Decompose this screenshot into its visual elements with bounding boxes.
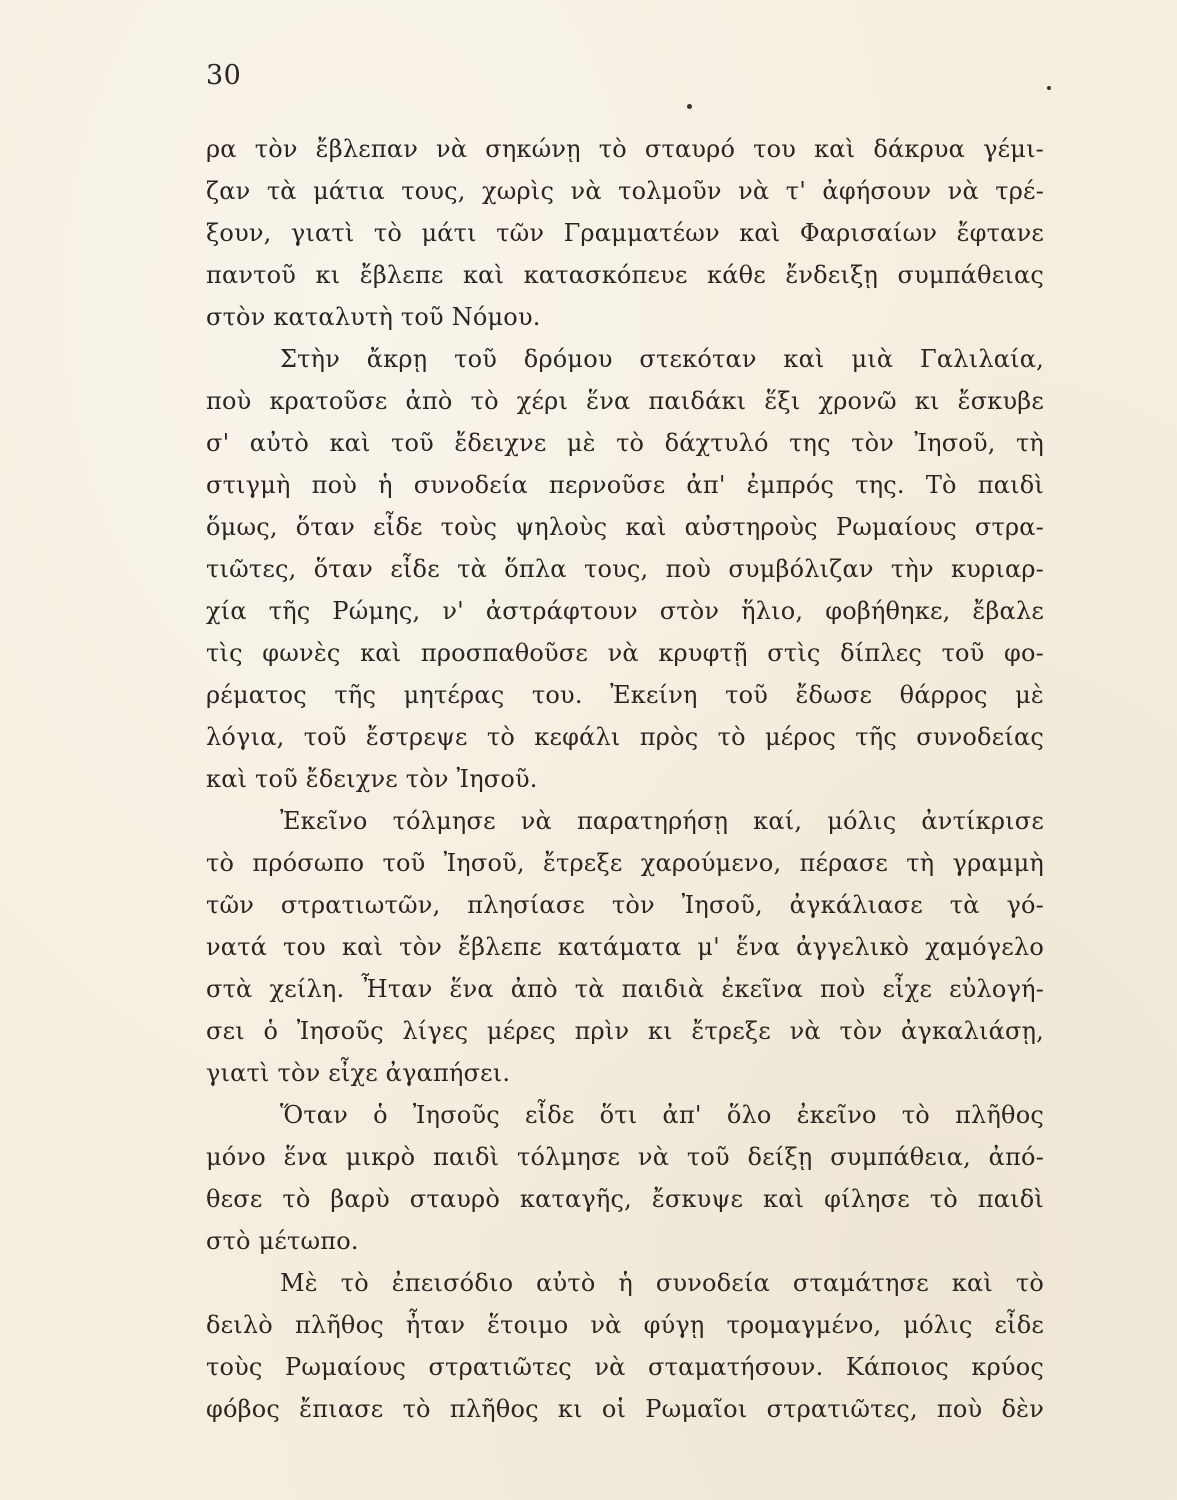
text-line: ὅμως, ὅταν εἶδε τοὺς ψηλοὺς καὶ αὐστηροὺς Ρωμαίους στρα-	[206, 513, 1044, 541]
text-line: Μὲ τὸ ἐπεισόδιο αὐτὸ ἡ συνοδεία σταμάτησε καὶ τὸ	[280, 1269, 1044, 1297]
ink-speck	[687, 104, 692, 109]
text-line: χία τῆς Ρώμης, ν' ἀστράφτουν στὸν ἥλιο, φοβήθηκε, ἔβαλε	[206, 597, 1044, 625]
text-line: τιῶτες, ὅταν εἶδε τὰ ὅπλα τους, ποὺ συμβόλιζαν τὴν κυριαρ-	[206, 555, 1044, 583]
text-line: ποὺ κρατοῦσε ἀπὸ τὸ χέρι ἕνα παιδάκι ἕξι χρονῶ κι ἔσκυβε	[206, 387, 1044, 415]
text-line: θεσε τὸ βαρὺ σταυρὸ καταγῆς, ἔσκυψε καὶ φίλησε τὸ παιδὶ	[206, 1185, 1044, 1213]
text-line: στὸν καταλυτὴ τοῦ Νόμου.	[206, 303, 541, 331]
text-line: τὸ πρόσωπο τοῦ Ἰησοῦ, ἔτρεξε χαρούμενο, πέρασε τὴ γραμμὴ	[206, 849, 1044, 877]
text-line: ρέματος τῆς μητέρας του. Ἐκείνη τοῦ ἔδωσε θάρρος μὲ	[206, 681, 1044, 709]
text-line: μόνο ἕνα μικρὸ παιδὶ τόλμησε νὰ τοῦ δείξῃ συμπάθεια, ἀπό-	[206, 1143, 1044, 1171]
text-line: παντοῦ κι ἔβλεπε καὶ κατασκόπευε κάθε ἔνδειξῃ συμπάθειας	[206, 261, 1044, 289]
text-line: τὶς φωνὲς καὶ προσπαθοῦσε νὰ κρυφτῇ στὶς δίπλες τοῦ φο-	[206, 639, 1044, 667]
text-line: λόγια, τοῦ ἔστρεψε τὸ κεφάλι πρὸς τὸ μέρος τῆς συνοδείας	[206, 723, 1044, 751]
text-line: σ' αὐτὸ καὶ τοῦ ἔδειχνε μὲ τὸ δάχτυλό της τὸν Ἰησοῦ, τὴ	[206, 429, 1044, 457]
ink-speck	[1047, 86, 1051, 90]
text-line: καὶ τοῦ ἔδειχνε τὸν Ἰησοῦ.	[206, 765, 538, 793]
text-line: δειλὸ πλῆθος ἦταν ἕτοιμο νὰ φύγῃ τρομαγμένο, μόλις εἶδε	[206, 1311, 1044, 1339]
text-line: φόβος ἔπιασε τὸ πλῆθος κι οἱ Ρωμαῖοι στρατιῶτες, ποὺ δὲν	[206, 1395, 1044, 1423]
text-line: στιγμὴ ποὺ ἡ συνοδεία περνοῦσε ἀπ' ἐμπρός της. Τὸ παιδὶ	[206, 471, 1044, 499]
text-line: Ἐκεῖνο τόλμησε νὰ παρατηρήσῃ καί, μόλις ἀντίκρισε	[280, 807, 1044, 835]
text-line: ρα τὸν ἔβλεπαν νὰ σηκώνῃ τὸ σταυρό του καὶ δάκρυα γέμι-	[206, 135, 1044, 163]
page-number: 30	[206, 60, 242, 91]
text-line: τοὺς Ρωμαίους στρατιῶτες νὰ σταματήσουν. Κάποιος κρύος	[206, 1353, 1044, 1381]
text-line: νατά του καὶ τὸν ἔβλεπε κατάματα μ' ἕνα ἀγγελικὸ χαμόγελο	[206, 933, 1044, 961]
text-line: στὸ μέτωπο.	[206, 1227, 359, 1255]
text-line: σει ὁ Ἰησοῦς λίγες μέρες πρὶν κι ἔτρεξε νὰ τὸν ἀγκαλιάσῃ,	[206, 1017, 1044, 1045]
text-line: ζαν τὰ μάτια τους, χωρὶς νὰ τολμοῦν νὰ τ' ἀφήσουν νὰ τρέ-	[206, 177, 1044, 205]
text-line: στὰ χείλη. Ἦταν ἕνα ἀπὸ τὰ παιδιὰ ἐκεῖνα ποὺ εἶχε εὐλογή-	[206, 975, 1044, 1003]
text-line: Ὅταν ὁ Ἰησοῦς εἶδε ὅτι ἀπ' ὅλο ἐκεῖνο τὸ πλῆθος	[280, 1101, 1044, 1129]
text-line: γιατὶ τὸν εἶχε ἀγαπήσει.	[206, 1059, 511, 1087]
body-text	[206, 128, 1044, 1430]
text-line: ξουν, γιατὶ τὸ μάτι τῶν Γραμματέων καὶ Φαρισαίων ἔφτανε	[206, 219, 1044, 247]
text-line: Στὴν ἄκρῃ τοῦ δρόμου στεκόταν καὶ μιὰ Γαλιλαία,	[280, 345, 1044, 373]
text-line: τῶν στρατιωτῶν, πλησίασε τὸν Ἰησοῦ, ἀγκάλιασε τὰ γό-	[206, 891, 1044, 919]
